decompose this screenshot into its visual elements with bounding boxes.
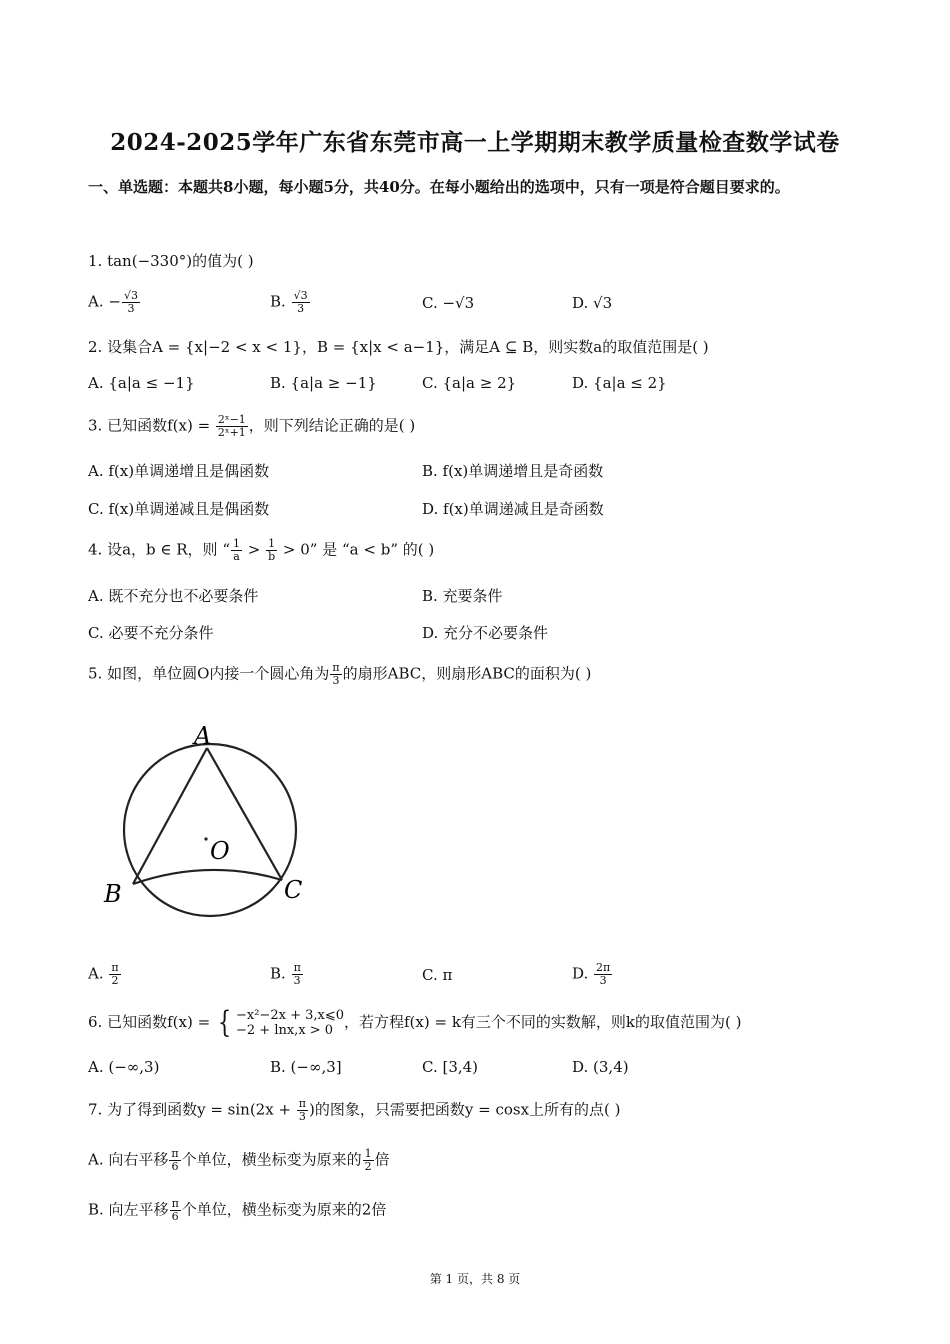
- q3-option-b: B. f(x)单调递增且是奇函数: [422, 462, 604, 480]
- q2-option-d: D. {a|a ≤ 2}: [572, 374, 667, 392]
- q2-option-c: C. {a|a ≥ 2}: [422, 374, 517, 392]
- q3-option-d: D. f(x)单调递减且是奇函数: [422, 500, 604, 518]
- q4-option-a: A. 既不充分也不必要条件: [88, 587, 259, 605]
- question-6-stem: 6. 已知函数f(x) = { −x²−2x + 3,x⩽0 −2 + lnx,x > 0 ，若方程f(x) = k有三个不同的实数解，则k的取值范围为( ): [88, 1005, 742, 1040]
- question-7-stem: 7. 为了得到函数y = sin(2x + $\frac{\pi}{3}$ )的图象，只需要把函数y = cosx上所有的点( ): [88, 1097, 621, 1123]
- label-a: A: [194, 722, 212, 750]
- q7-option-b: B. 向左平移 $\frac{\pi}{6}$ 个单位，横坐标变为原来的2倍: [88, 1197, 387, 1223]
- q4-option-c: C. 必要不充分条件: [88, 624, 214, 642]
- question-1-stem: 1. tan(−330°)的值为( ): [88, 252, 254, 270]
- q7-option-a: A. 向右平移 $\frac{\pi}{6}$ 个单位，横坐标变为原来的 $\frac{1}{2}$ 倍: [88, 1147, 390, 1173]
- question-5-stem: 5. 如图，单位圆O内接一个圆心角为 $\frac{\pi}{3}$ 的扇形ABC，则扇形ABC的面积为( ): [88, 661, 592, 687]
- q5-option-d: D. $\frac{2\pi}{3}$: [572, 961, 611, 987]
- radius-ab: [133, 748, 207, 884]
- q5-option-c: C. π: [422, 966, 453, 984]
- circle-sector-figure: [100, 718, 320, 938]
- q1-option-d: D. √3: [572, 294, 613, 312]
- q6-option-c: C. [3,4): [422, 1058, 479, 1076]
- q2-option-b: B. {a|a ≥ −1}: [270, 374, 377, 392]
- q1-option-c: C. −√3: [422, 294, 475, 312]
- unit-circle: [124, 744, 296, 916]
- q3-option-a: A. f(x)单调递增且是偶函数: [88, 462, 270, 480]
- q5-option-b: B. $\frac{\pi}{3}$: [270, 961, 301, 987]
- label-b: B: [104, 880, 122, 908]
- section-heading: 一、单选题：本题共8小题，每小题5分，共40分。在每小题给出的选项中，只有一项是符合题目要求的。: [88, 178, 790, 196]
- q1-option-a: A. − $\frac{√3}{3}$: [88, 289, 138, 315]
- question-3-stem: 3. 已知函数f(x) = $\frac{\text{2ˣ−1}}{\text{2ˣ+1}}$ ，则下列结论正确的是( ): [88, 413, 416, 439]
- page-footer: 第 1 页，共 8 页: [429, 1272, 521, 1286]
- sector-arc-bc: [133, 870, 282, 884]
- q1-option-b: B. $\frac{√3}{3}$: [270, 289, 308, 315]
- page-title: 2024-2025学年广东省东莞市高一上学期期末教学质量检查数学试卷: [110, 129, 840, 156]
- label-o: O: [210, 837, 230, 865]
- q5-option-a: A. $\frac{\pi}{2}$: [88, 961, 119, 987]
- question-2-stem: 2. 设集合A = {x|−2 < x < 1}，B = {x|x < a−1}，满足A ⊆ B，则实数a的取值范围是( ): [88, 338, 709, 356]
- q6-option-a: A. (−∞,3): [88, 1058, 160, 1076]
- q4-option-b: B. 充要条件: [422, 587, 503, 605]
- label-c: C: [284, 876, 303, 904]
- q6-option-b: B. (−∞,3]: [270, 1058, 342, 1076]
- center-point: [204, 837, 207, 840]
- q3-option-c: C. f(x)单调递减且是偶函数: [88, 500, 270, 518]
- q2-option-a: A. {a|a ≤ −1}: [88, 374, 195, 392]
- question-4-stem: 4. 设a，b ∈ R，则 “ $\frac{1}{a}$ > $\frac{1}{b}$ > 0” 是 “a < b” 的( ): [88, 537, 435, 563]
- q6-option-d: D. (3,4): [572, 1058, 629, 1076]
- q4-option-d: D. 充分不必要条件: [422, 624, 549, 642]
